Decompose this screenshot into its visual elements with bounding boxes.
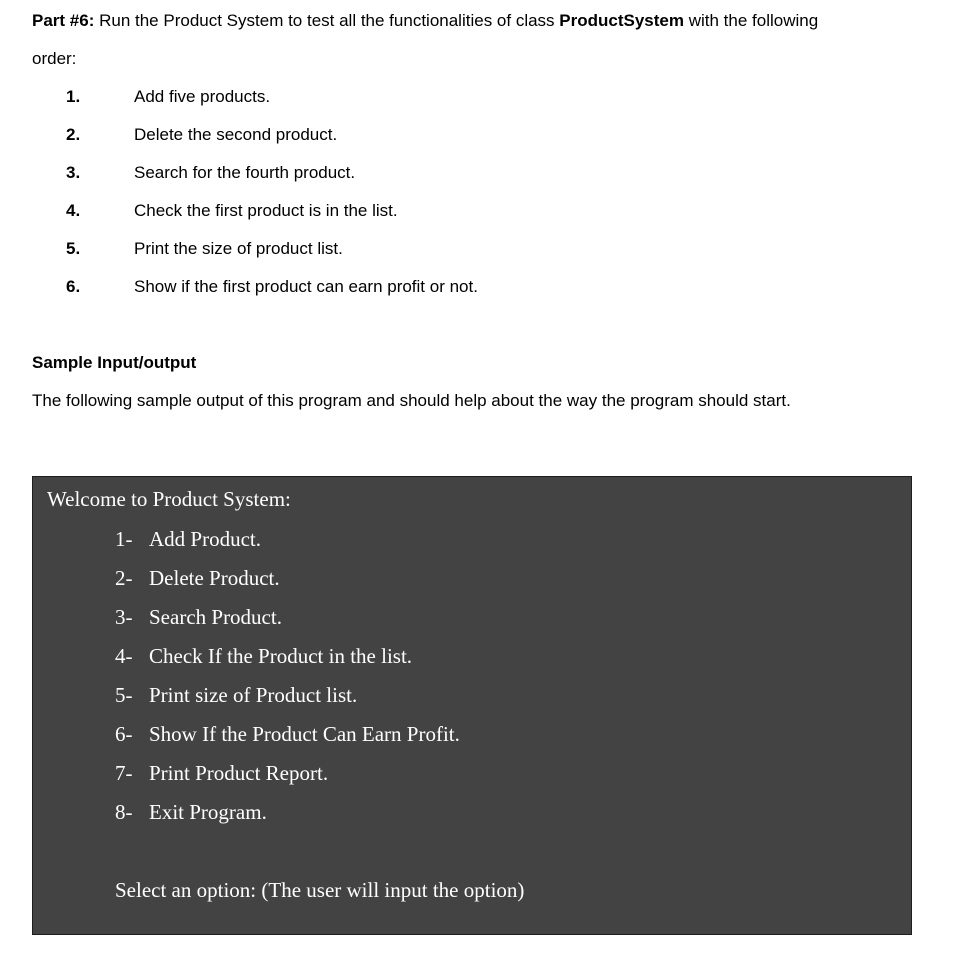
menu-option-text: Exit Program. (149, 800, 267, 824)
step-text: Add five products. (134, 87, 271, 106)
menu-option-text: Check If the Product in the list. (149, 644, 413, 668)
menu-option-text: Show If the Product Can Earn Profit. (149, 722, 460, 746)
menu-option-number: 8- (115, 800, 133, 824)
menu-option-number: 6- (115, 722, 133, 746)
step-text: Delete the second product. (134, 125, 338, 144)
step-text: Show if the first product can earn profit or not. (134, 277, 478, 296)
menu-option-number: 2- (115, 566, 133, 590)
menu-option-text: Print Product Report. (149, 761, 329, 785)
step-number: 5. (66, 239, 81, 258)
step-text: Search for the fourth product. (134, 163, 356, 182)
intro-text-before: Run the Product System to test all the functionalities of class (94, 11, 560, 30)
step-number: 1. (66, 87, 81, 106)
intro-text-after: with the following (683, 11, 819, 30)
part-label: Part #6: (32, 11, 95, 30)
step-number: 4. (66, 201, 81, 220)
menu-option-number: 4- (115, 644, 133, 668)
intro-line-2: order: (32, 49, 77, 68)
console-prompt: Select an option: (The user will input the option) (115, 878, 525, 902)
menu-option-number: 7- (115, 761, 133, 785)
sample-description: The following sample output of this program and should help about the way the program should start. (32, 391, 791, 410)
menu-option-text: Search Product. (149, 605, 282, 629)
console-welcome: Welcome to Product System: (47, 487, 291, 511)
console-output-box (32, 476, 912, 935)
step-text: Check the first product is in the list. (134, 201, 398, 220)
menu-option-text: Print size of Product list. (149, 683, 358, 707)
sample-heading: Sample Input/output (32, 353, 197, 372)
step-text: Print the size of product list. (134, 239, 343, 258)
menu-option-text: Delete Product. (149, 566, 280, 590)
menu-option-number: 3- (115, 605, 133, 629)
menu-option-number: 1- (115, 527, 133, 551)
class-name: ProductSystem (559, 11, 684, 30)
menu-option-number: 5- (115, 683, 133, 707)
menu-option-text: Add Product. (149, 527, 261, 551)
step-number: 6. (66, 277, 81, 296)
step-number: 2. (66, 125, 81, 144)
step-number: 3. (66, 163, 81, 182)
intro-line-1 (32, 10, 818, 32)
